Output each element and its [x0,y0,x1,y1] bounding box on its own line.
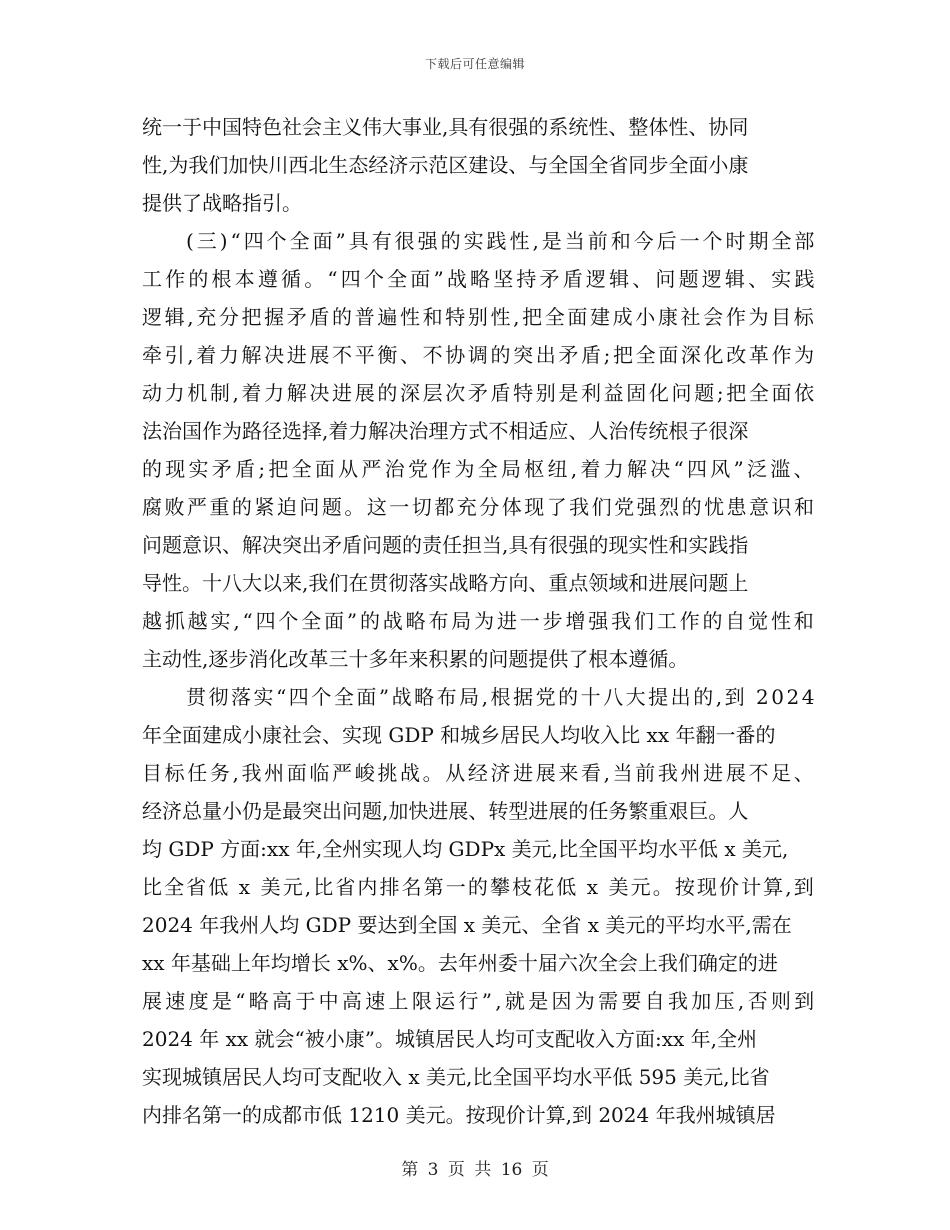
text-line: 腐败严重的紧迫问题。这一切都充分体现了我们党强烈的忧患意识和 [142,495,817,519]
text-line: 2024 年 xx 就会“被小康”。城镇居民人均可支配收入方面:xx 年,全州 [142,1027,757,1051]
page-header: 下载后可任意编辑 [424,57,525,71]
text-line: 提供了战略指引。 [142,191,302,215]
paragraph-first-line: (三)“四个全面”具有很强的实践性,是当前和今后一个时期全部 [186,229,818,253]
text-line: 经济总量小仍是最突出问题,加快进展、转型进展的任务繁重艰巨。人 [142,799,749,823]
text-line: xx 年基础上年均增长 x%、x%。去年州委十届六次全会上我们确定的进 [142,951,778,975]
text-line: 的现实矛盾;把全面从严治党作为全局枢纽,着力解决“四风”泛滥、 [142,457,817,481]
text-line: 性,为我们加快川西北生态经济示范区建设、与全国全省同步全面小康 [142,153,749,177]
text-line: 目标任务,我州面临严峻挑战。从经济进展来看,当前我州进展不足、 [142,761,817,785]
text-line: 牵引,着力解决进展不平衡、不协调的突出矛盾;把全面深化改革作为 [142,343,817,367]
document-body [142,108,818,1134]
text-line: 越抓越实,“四个全面”的战略布局为进一步增强我们工作的自觉性和 [142,609,817,633]
text-line: 均 GDP 方面:xx 年,全州实现人均 GDPx 美元,比全国平均水平低 x 美元, [142,837,789,861]
text-line: 内排名第一的成都市低 1210 美元。按现价计算,到 2024 年我州城镇居 [142,1103,776,1127]
text-line: 工作的根本遵循。“四个全面”战略坚持矛盾逻辑、问题逻辑、实践 [142,267,818,291]
text-line: 实现城镇居民人均可支配收入 x 美元,比全国平均水平低 595 美元,比省 [142,1065,770,1089]
text-line: 问题意识、解决突出矛盾问题的责任担当,具有很强的现实性和实践指 [142,533,749,557]
text-line: 法治国作为路径选择,着力解决治理方式不相适应、人治传统根子很深 [142,419,749,443]
paragraph-first-line: 贯彻落实“四个全面”战略布局,根据党的十八大提出的,到 2024 [186,685,817,709]
text-line: 展速度是“略高于中高速上限运行”,就是因为需要自我加压,否则到 [142,989,818,1013]
text-line: 比全省低 x 美元,比省内排名第一的攀枝花低 x 美元。按现价计算,到 [142,875,816,899]
text-line: 主动性,逐步消化改革三十多年来积累的问题提供了根本遵循。 [142,647,689,671]
text-line: 导性。十八大以来,我们在贯彻落实战略方向、重点领域和进展问题上 [142,571,749,595]
text-line: 动力机制,着力解决进展的深层次矛盾特别是利益固化问题;把全面依 [142,381,817,405]
text-line: 年全面建成小康社会、实现 GDP 和城乡居民人均收入比 xx 年翻一番的 [142,723,776,747]
text-line: 2024 年我州人均 GDP 要达到全国 x 美元、全省 x 美元的平均水平,需在 [142,913,792,937]
page-number-footer: 第 3 页 共 16 页 [401,1160,549,1180]
text-line: 逻辑,充分把握矛盾的普遍性和特别性,把全面建成小康社会作为目标 [142,305,817,329]
text-line: 统一于中国特色社会主义伟大事业,具有很强的系统性、整体性、协同 [142,115,749,139]
